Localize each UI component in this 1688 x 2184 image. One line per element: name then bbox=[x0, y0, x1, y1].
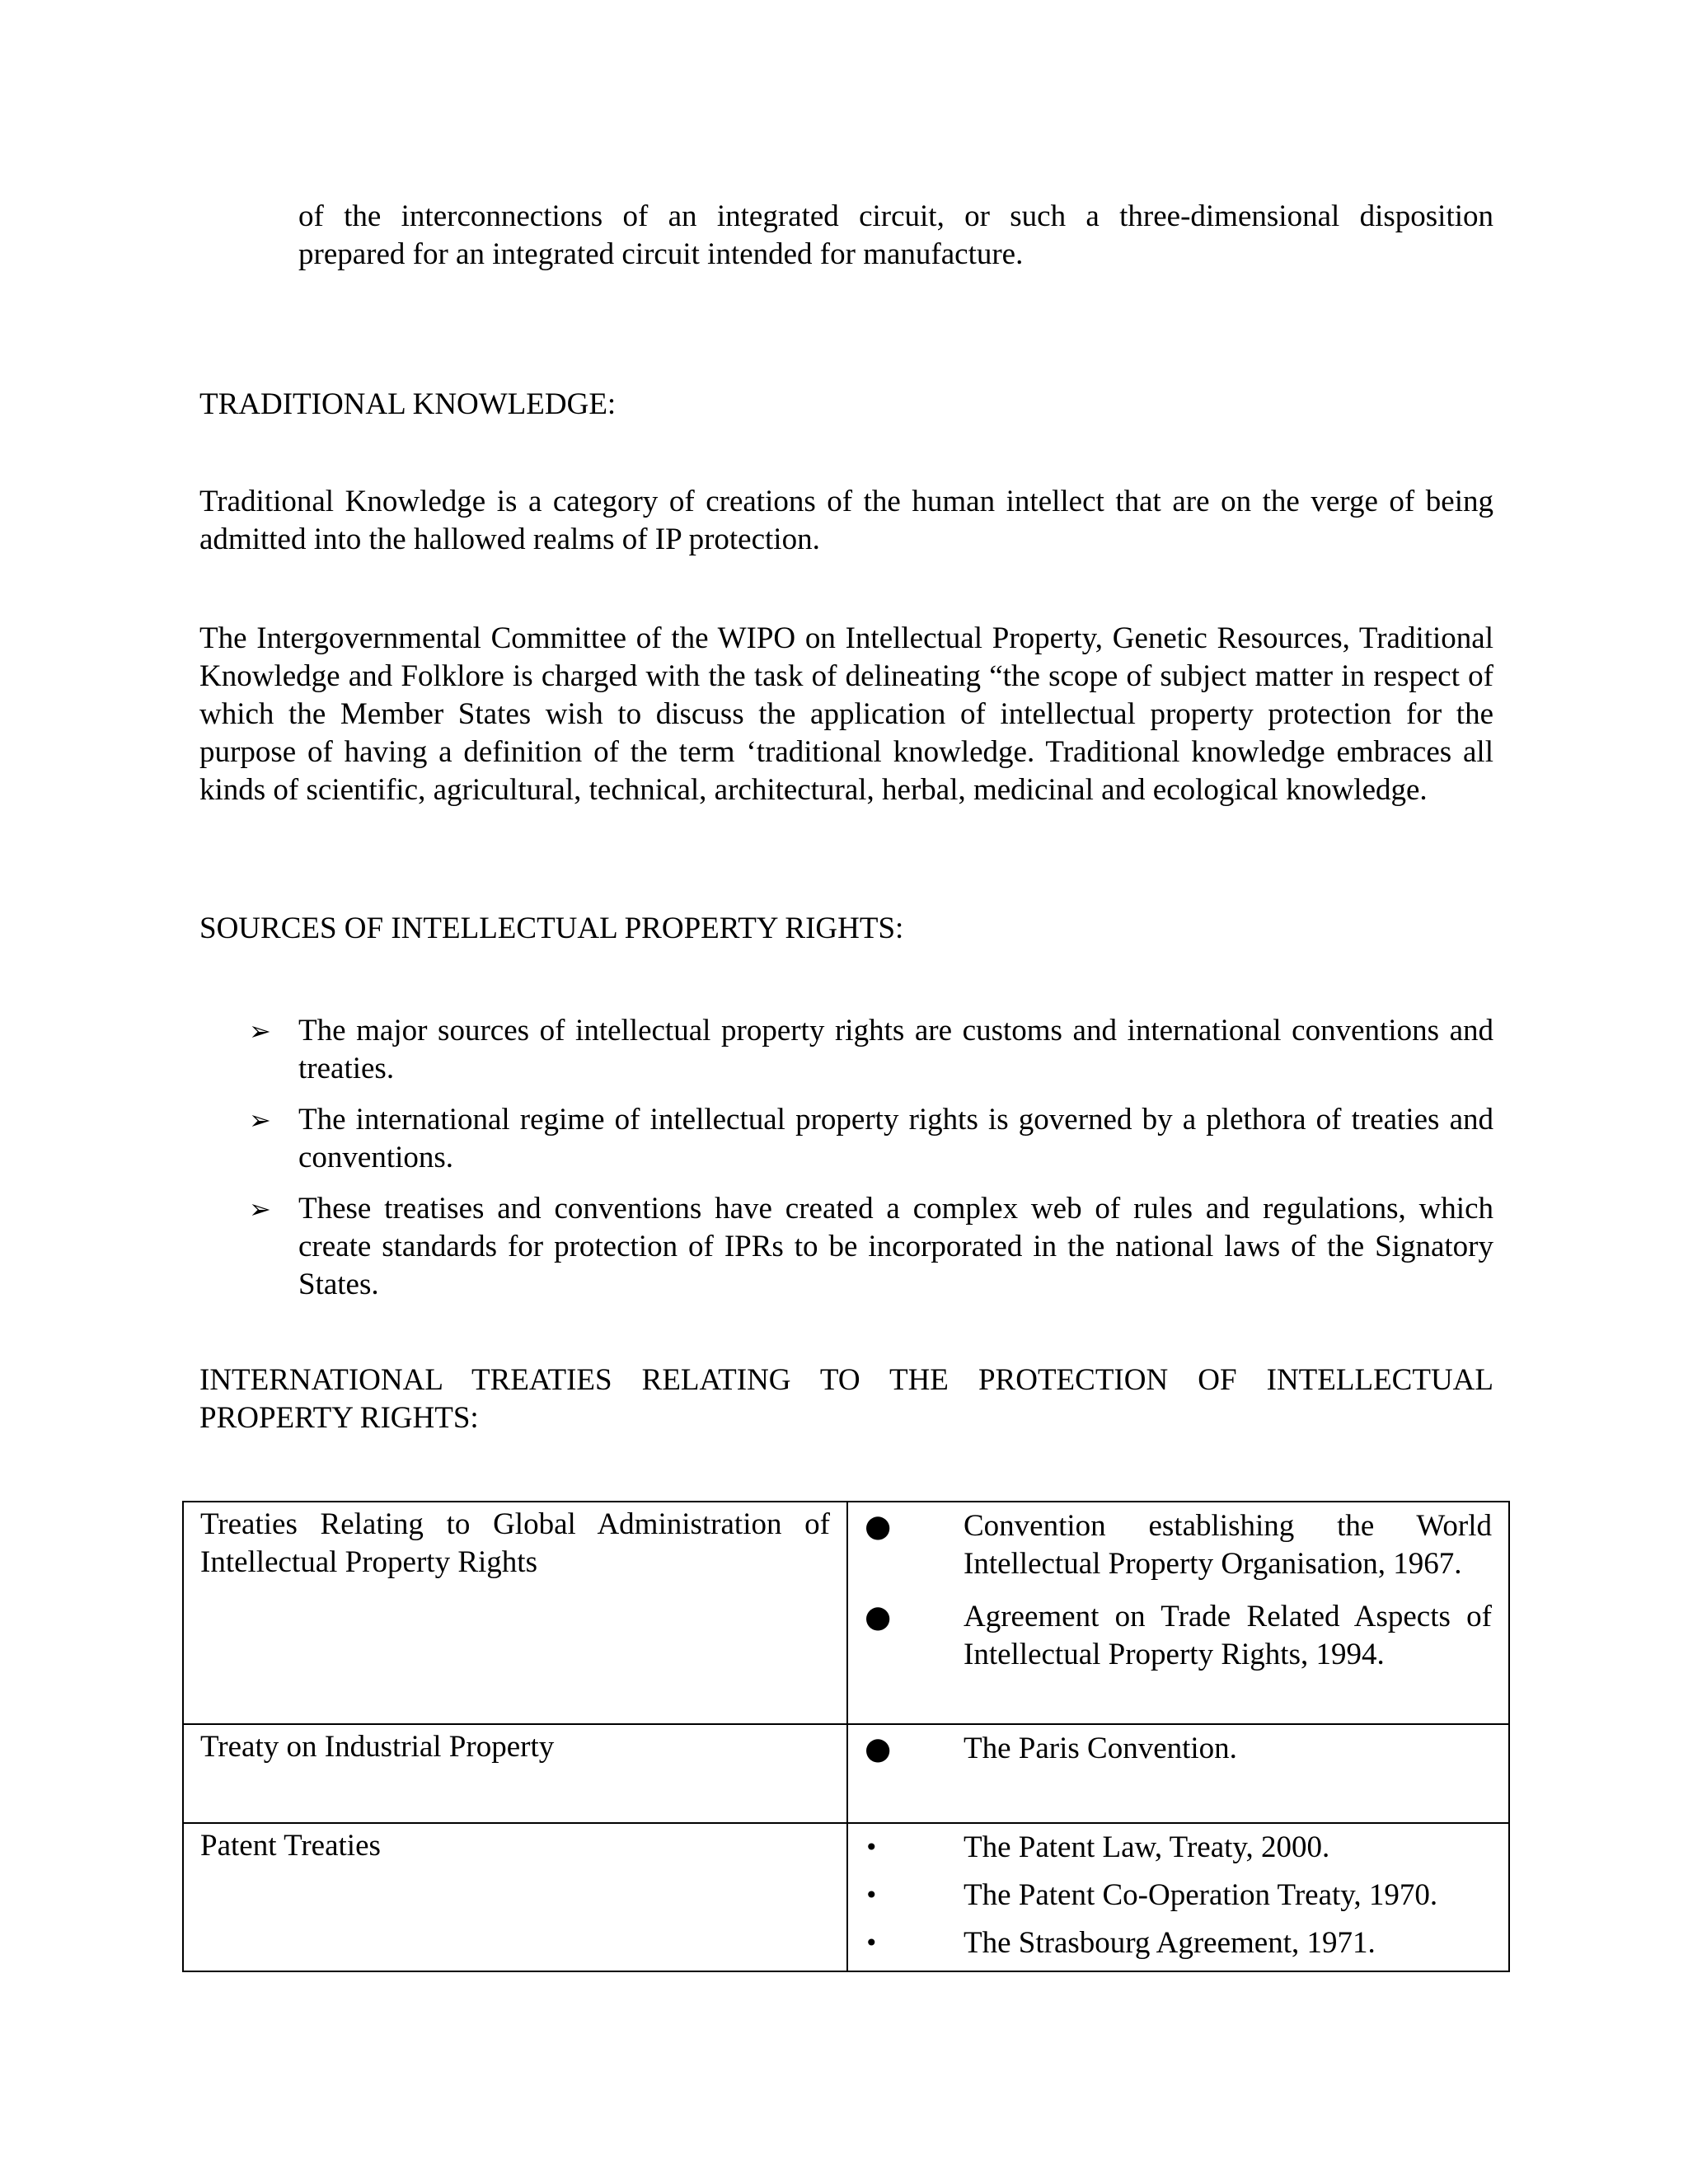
sources-heading: SOURCES OF INTELLECTUAL PROPERTY RIGHTS: bbox=[199, 912, 904, 945]
table-row bbox=[183, 1724, 1509, 1823]
treaty-text: The Patent Law, Treaty, 2000. bbox=[964, 1830, 1330, 1864]
sources-list bbox=[199, 1012, 1493, 1317]
traditional-knowledge-paragraph-1: Traditional Knowledge is a category of creations of the human intellect that are on the verge of being admitted into the hallowed realms of IP protection. bbox=[199, 485, 1493, 556]
bullet-icon: ● bbox=[865, 1508, 892, 1544]
table-cell-treaties bbox=[847, 1502, 1509, 1724]
treaty-list-item bbox=[865, 1507, 1492, 1583]
list-item-text: The international regime of intellectual property rights is governed by a plethora of treaties and conventions. bbox=[298, 1103, 1493, 1174]
bullet-icon: • bbox=[865, 1882, 879, 1909]
table-row bbox=[183, 1502, 1509, 1724]
treaty-text: Agreement on Trade Related Aspects of Intellectual Property Rights, 1994. bbox=[964, 1600, 1492, 1671]
arrow-bullet-icon: ➢ bbox=[249, 1104, 271, 1136]
bullet-icon: • bbox=[865, 1929, 879, 1957]
table-cell-treaties bbox=[847, 1724, 1509, 1823]
bullet-icon: ● bbox=[865, 1731, 892, 1766]
bullet-icon: ● bbox=[865, 1599, 892, 1634]
traditional-knowledge-heading: TRADITIONAL KNOWLEDGE: bbox=[199, 387, 617, 421]
treaty-list-item bbox=[865, 1598, 1492, 1674]
treaties-heading: INTERNATIONAL TREATIES RELATING TO THE PROTECTION OF INTELLECTUAL PROPERTY RIGHTS: bbox=[199, 1363, 1493, 1435]
arrow-bullet-icon: ➢ bbox=[249, 1015, 271, 1047]
intro-paragraph bbox=[298, 198, 1493, 274]
traditional-knowledge-paragraph-2: The Intergovernmental Committee of the WIPO on Intellectual Property, Genetic Resources, Traditional Knowledge and Folklore is charged with the task of delineating “the scope of subject matter in respect of which the Member States wish to discuss the application of intellectual property protection for the purpose of having a definition of the term ‘traditional knowledge. Traditional knowledge embraces all kinds of scientific, agricultural, technical, architectural, herbal, medicinal and ecological knowledge. bbox=[199, 621, 1493, 807]
list-item-text: The major sources of intellectual property rights are customs and international conventions and treaties. bbox=[298, 1014, 1493, 1085]
treaty-list-item bbox=[865, 1829, 1492, 1867]
table-cell-treaties bbox=[847, 1823, 1509, 1971]
list-item bbox=[199, 1101, 1493, 1177]
bullet-icon: • bbox=[865, 1834, 879, 1861]
list-item bbox=[199, 1190, 1493, 1304]
treaty-text: The Strasbourg Agreement, 1971. bbox=[964, 1926, 1376, 1960]
intro-line-1: of the interconnections of an integrated circuit, or such a three-dimensional disposition bbox=[298, 199, 1493, 233]
treaties-table bbox=[182, 1501, 1510, 1972]
table-cell-category: Patent Treaties bbox=[183, 1823, 847, 1971]
treaty-list-item bbox=[865, 1924, 1492, 1962]
table-row bbox=[183, 1823, 1509, 1971]
treaty-text: Convention establishing the World Intellectual Property Organisation, 1967. bbox=[964, 1509, 1492, 1581]
table-cell-category: Treaty on Industrial Property bbox=[183, 1724, 847, 1823]
treaty-text: The Paris Convention. bbox=[964, 1732, 1237, 1765]
list-item bbox=[199, 1012, 1493, 1088]
list-item-text: These treatises and conventions have created a complex web of rules and regulations, which create standards for protection of IPRs to be incorporated in the national laws of the Signatory States. bbox=[298, 1192, 1493, 1301]
treaty-list-item bbox=[865, 1730, 1492, 1768]
treaty-text: The Patent Co-Operation Treaty, 1970. bbox=[964, 1878, 1438, 1912]
arrow-bullet-icon: ➢ bbox=[249, 1193, 271, 1225]
intro-line-2: prepared for an integrated circuit intended for manufacture. bbox=[298, 237, 1024, 271]
table-cell-category: Treaties Relating to Global Administration of Intellectual Property Rights bbox=[183, 1502, 847, 1724]
treaty-list-item bbox=[865, 1877, 1492, 1915]
